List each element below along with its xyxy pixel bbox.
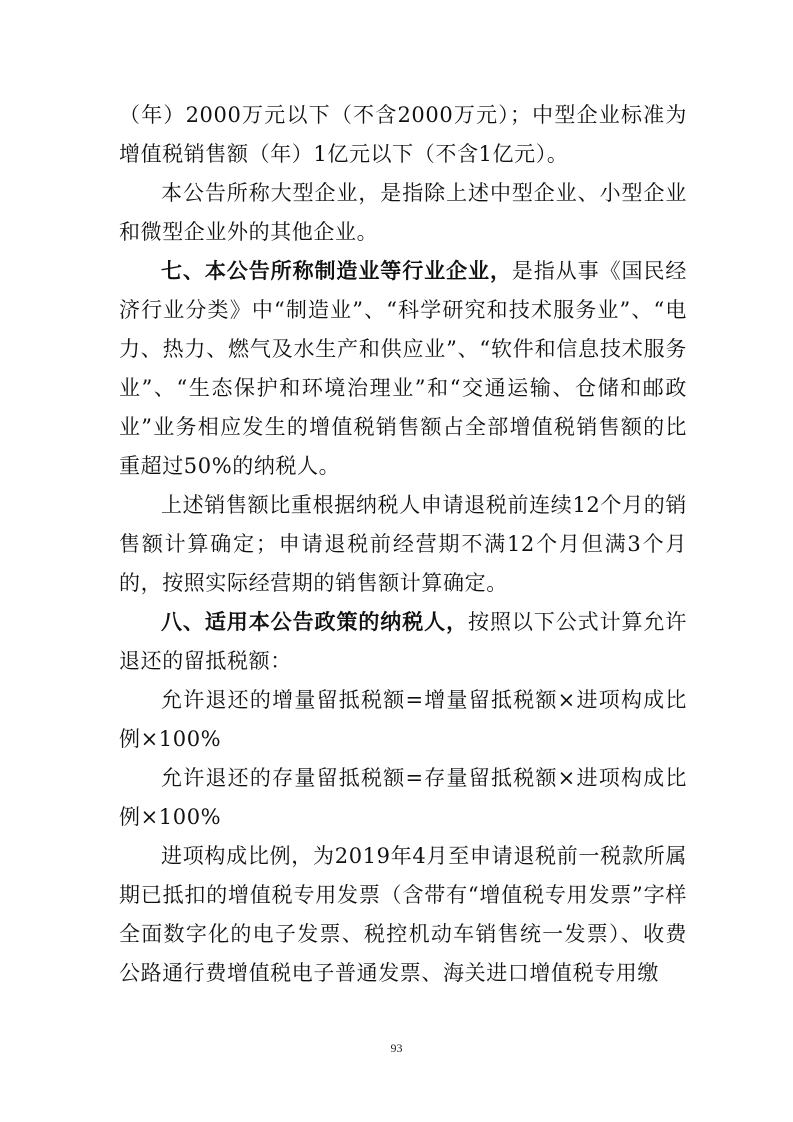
paragraph-continuation (119, 96, 687, 174)
paragraph-sales-ratio (119, 486, 687, 603)
paragraph-large-enterprise (119, 174, 687, 252)
paragraph-text: 是指从事《国民经济行业分类》中“制造业”、“科学研究和技术服务业”、“电力、热力、燃气及水生产和供应业”、“软件和信息技术服务业”、“生态保护和环境治理业”和“交通运输、仓储和邮政业”业务相应发生的增值税销售额占全部增值税销售额的比重超过50%的纳税人。 (119, 259, 687, 478)
section-heading: 八、适用本公告政策的纳税人， (161, 610, 469, 634)
paragraph-text: 允许退还的存量留抵税额=存量留抵税额×进项构成比例×100% (119, 766, 687, 829)
paragraph-section-eight (119, 603, 687, 681)
paragraph-text: （年）2000万元以下（不含2000万元）；中型企业标准为增值税销售额（年）1亿元以下（不含1亿元）。 (119, 103, 687, 166)
body-text (119, 96, 687, 993)
paragraph-section-seven (119, 252, 687, 486)
paragraph-text: 本公告所称大型企业，是指除上述中型企业、小型企业和微型企业外的其他企业。 (119, 181, 687, 244)
paragraph-input-ratio (119, 837, 687, 993)
formula-stock (119, 759, 687, 837)
page-number: 93 (390, 1041, 403, 1055)
paragraph-text: 进项构成比例，为2019年4月至申请退税前一税款所属期已抵扣的增值税专用发票（含带有“增值税专用发票”字样全面数字化的电子发票、税控机动车销售统一发票）、收费公路通行费增值税电子普通发票、海关进口增值税专用缴 (119, 844, 687, 985)
section-heading: 七、本公告所称制造业等行业企业， (161, 259, 512, 283)
paragraph-text: 允许退还的增量留抵税额=增量留抵税额×进项构成比例×100% (119, 688, 687, 751)
paragraph-text: 上述销售额比重根据纳税人申请退税前连续12个月的销售额计算确定；申请退税前经营期不满12个月但满3个月的，按照实际经营期的销售额计算确定。 (119, 493, 687, 595)
formula-incremental (119, 681, 687, 759)
paragraph-text: 按照以下公式计算允许退还的留抵税额： (119, 610, 688, 673)
